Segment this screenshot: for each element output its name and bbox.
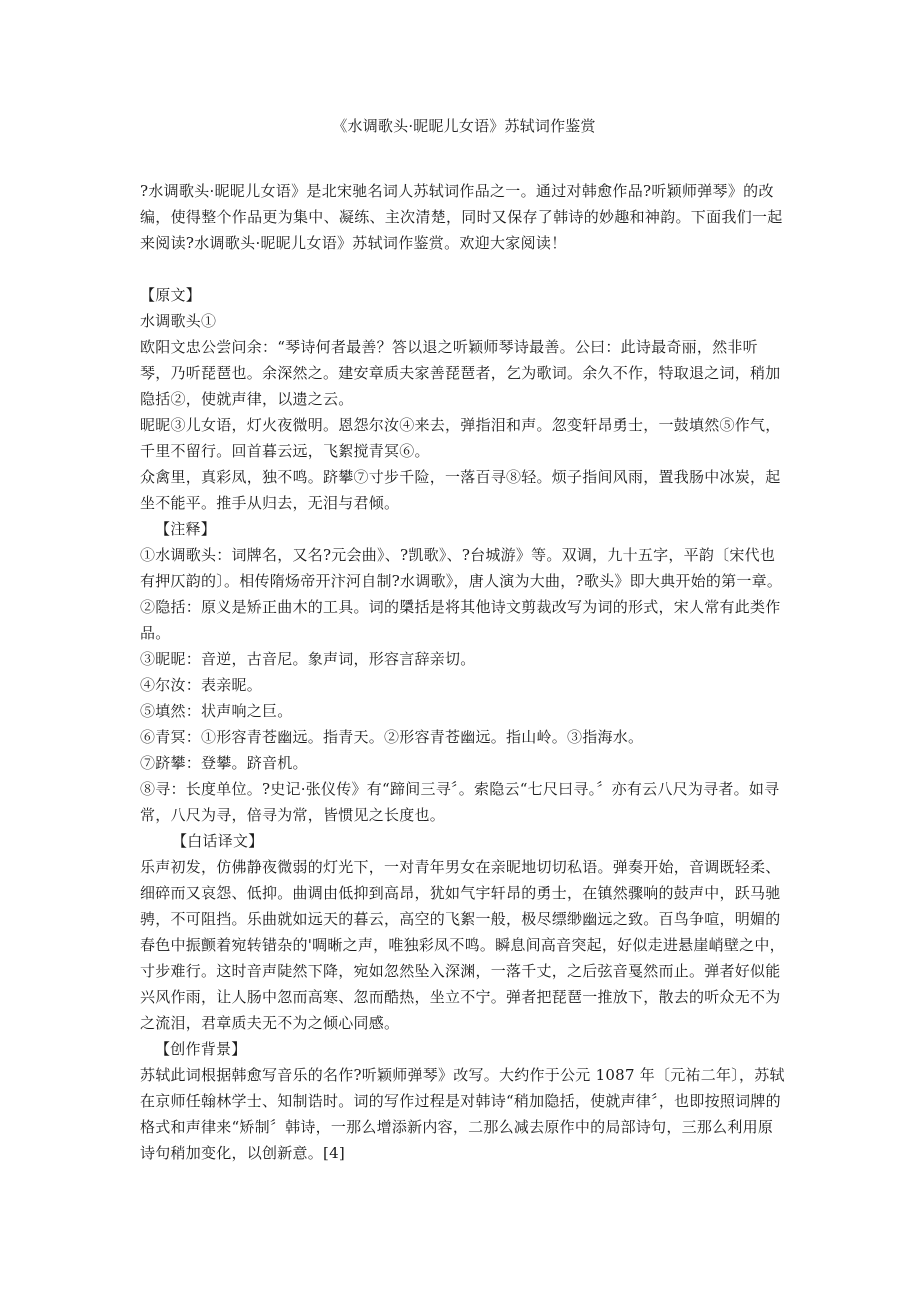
note-item: ③昵昵：音逆，古音尼。象声词，形容言辞亲切。 (140, 650, 476, 668)
background-heading: 【创作背景】 (155, 1040, 247, 1058)
translation-text: 乐声初发，仿佛静夜微弱的灯光下，一对青年男女在亲昵地切切私语。弹奏开始，音调既轻柔、细碎而又哀怨、低抑。曲调由低抑到高昂，犹如气宇轩昂的勇士，在镇然骤响的鼓声中，跃马驰骋，不可阻挡。乐曲就如远天的暮云，高空的飞絮一般，极尽缥缈幽远之致。百鸟争喧，明媚的春色中振颤着宛转错杂的'啁晰之声，唯独彩凤不鸣。瞬息间高音突起，好似走进悬崖峭壁之中，寸步难行。这时音声陡然下降，宛如忽然坠入深渊，一落千丈，之后弦音戛然而止。弹者好似能兴风作雨，让人肠中忽而高寒、忽而酷热，坐立不宁。弹者把琵琶一推放下，散去的听众无不为之流泪，君章质夫无不为之倾心同感。 (140, 858, 785, 1032)
article-body (140, 282, 788, 1166)
original-heading: 【原文】 (140, 286, 202, 304)
note-item: ⑧寻：长度单位。?史记·张仪传》有“蹄间三寻〞。索隐云“七尺曰寻。〞亦有云八尺为寻者。如寻常，八尺为寻，倍寻为常，皆惯见之长度也。 (140, 780, 780, 824)
cipai-title: 水调歌头① (140, 312, 217, 330)
note-item: ④尔汝：表亲昵。 (140, 676, 263, 694)
original-stanza-2: 众禽里，真彩凤，独不鸣。跻攀⑦寸步千险，一落百寻⑧轻。烦子指间风雨，置我肠中冰炭，起坐不能平。推手从归去，无泪与君倾。 (140, 468, 781, 512)
original-stanza-1: 昵昵③儿女语，灯火夜微明。恩怨尔汝④来去，弹指泪和声。忽变轩昂勇士，一鼓填然⑤作气，千里不留行。回首暮云远，飞絮搅青冥⑥。 (140, 416, 781, 460)
note-item: ⑦跻攀：登攀。跻音机。 (140, 754, 308, 772)
note-item: ②隐括：原义是矫正曲木的工具。词的檃括是将其他诗文剪裁改写为词的形式，宋人常有此类作品。 (140, 598, 781, 642)
notes-heading: 【注释】 (155, 520, 217, 538)
intro-paragraph (140, 178, 788, 256)
note-item: ⑤填然：状声响之巨。 (140, 702, 293, 720)
translation-heading: 【白话译文】 (172, 832, 264, 850)
intro-text: ?水调歌头·昵昵儿女语》是北宋驰名词人苏轼词作品之一。通过对韩愈作品?听颖师弹琴》的改编，使得整个作品更为集中、凝练、主次清楚，同时又保存了韩诗的妙趣和神韵。下面我们一起来阅读?水调歌头·昵昵儿女语》苏轼词作鉴赏。欢迎大家阅读！ (140, 182, 783, 252)
note-item: ①水调歌头：词牌名，又名?元会曲》、?凯歌》、?台城游》等。双调，九十五字，平韵〔宋代也有押仄韵的〕。相传隋炀帝开汴河自制?水调歌》，唐人演为大曲，?歌头》即大典开始的第一章。 (140, 546, 783, 590)
note-item: ⑥青冥：①形容青苍幽远。指青天。②形容青苍幽远。指山岭。③指海水。 (140, 728, 644, 746)
document-title: 《水调歌头·昵昵儿女语》苏轼词作鉴赏 (332, 117, 596, 135)
original-preface: 欧阳文忠公尝问余：“琴诗何者最善？答以退之听颖师琴诗最善。公曰：此诗最奇丽，然非听琴，乃听琵琶也。余深然之。建安章质夫家善琵琶者，乞为歌词。余久不作，特取退之词，稍加隐括②，使就声律，以遗之云。 (140, 338, 781, 408)
background-text: 苏轼此词根据韩愈写音乐的名作?听颖师弹琴》改写。大约作于公元 1087 年〔元祐二年〕，苏轼在京师任翰林学士、知制诰时。词的写作过程是对韩诗“稍加隐括，使就声律〞，也即按照词牌的格式和声律来“矫制〞韩诗，一那么增添新内容，二那么减去原作中的局部诗句，三那么利用原诗句稍加变化，以创新意。[4] (140, 1066, 785, 1162)
